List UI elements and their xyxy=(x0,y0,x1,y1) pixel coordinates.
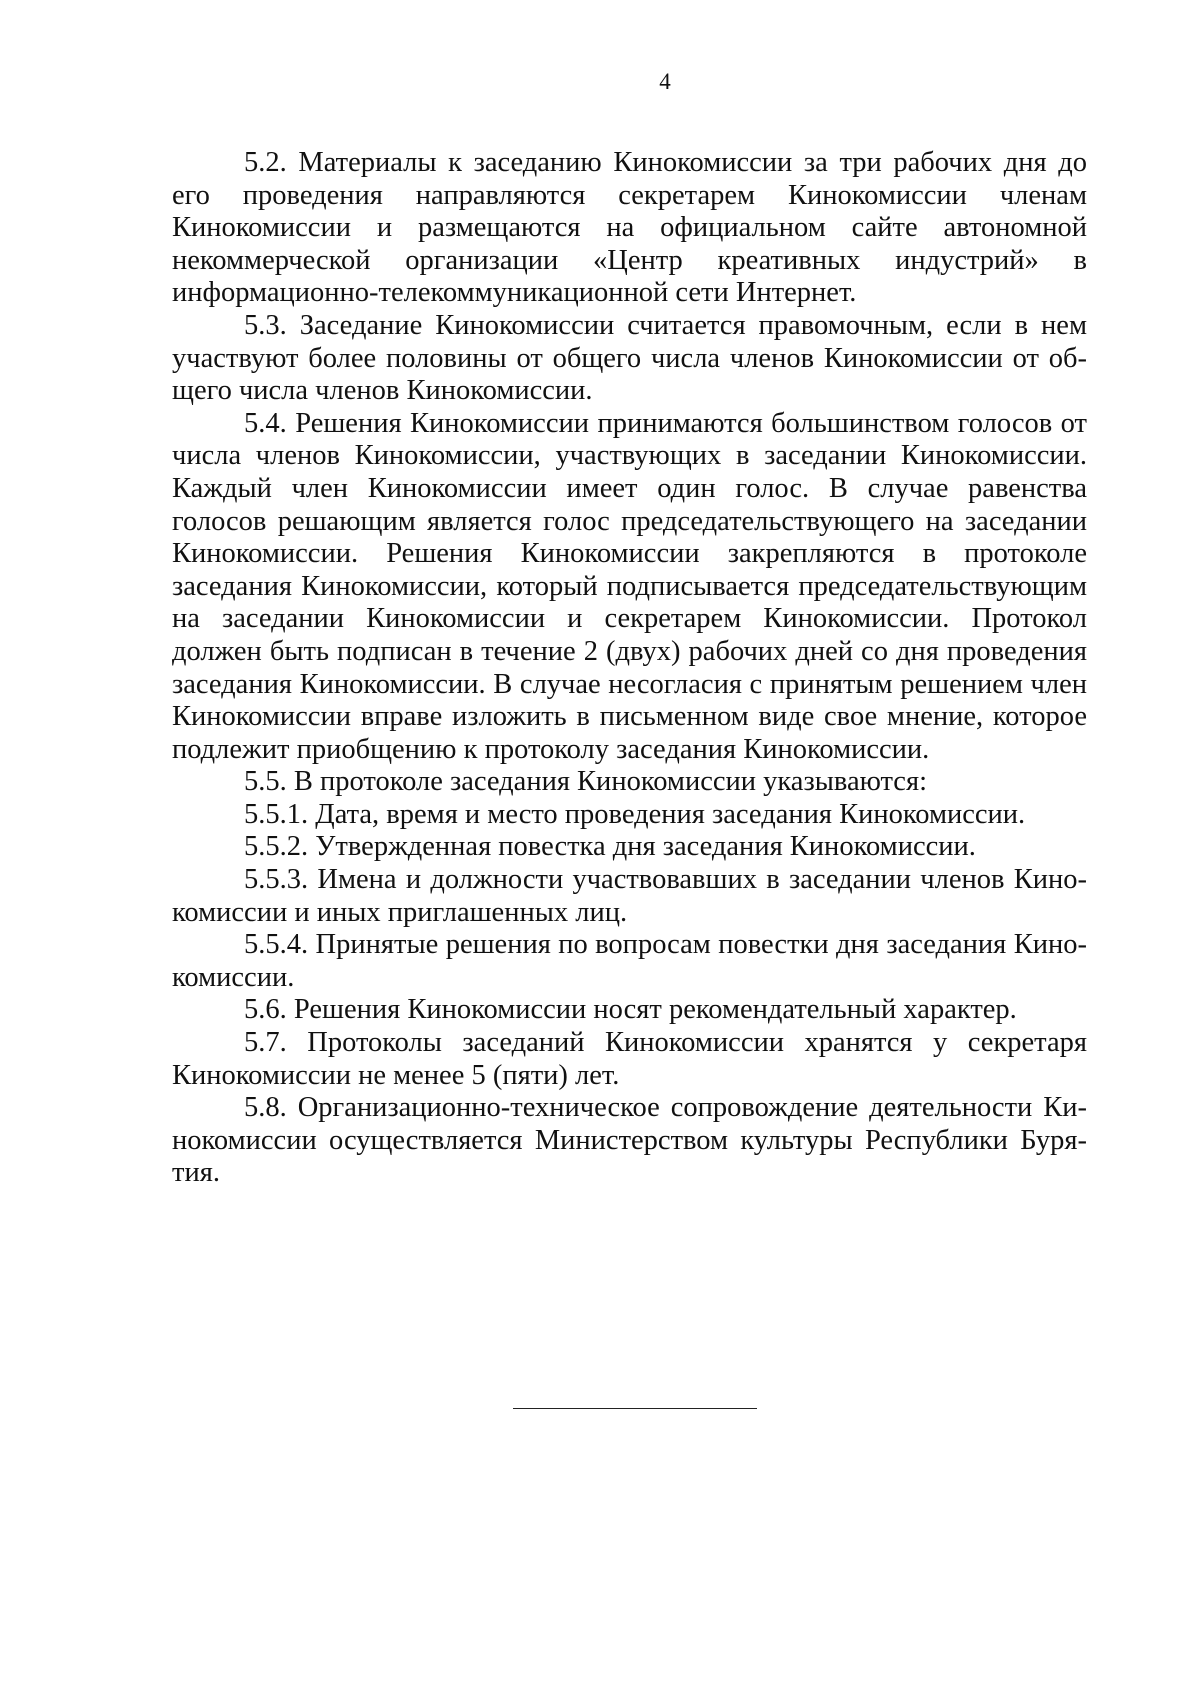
paragraph-5-5: 5.5. В протоколе заседания Кинокомиссии указываются: xyxy=(244,766,927,798)
page-number: 4 xyxy=(659,69,671,94)
paragraph-5-3: 5.3. Заседание Кинокомиссии считается правомочным, если в нем участвуют более половины от общего числа членов Кинокомиссии от общего числа членов Кинокомиссии. xyxy=(172,309,1087,407)
paragraph-5-2: 5.2. Материалы к заседанию Кинокомиссии за три рабочих дня до его проведения направляются секретарем Кинокомиссии членам Кинокомиссии и размещаются на официальном сайте автономной некоммерческой организации «Центр креативных индустрий» в информационно-телекоммуникационной сети Интернет. xyxy=(172,147,1087,309)
document-body xyxy=(172,147,1087,1190)
end-of-document-rule xyxy=(513,1408,757,1409)
paragraph-5-5-1: 5.5.1. Дата, время и место проведения заседания Кинокомиссии. xyxy=(244,798,1026,830)
paragraph-5-7: 5.7. Протоколы заседаний Кинокомиссии хранятся у секретаря Кинокомиссии не менее 5 (пяти) лет. xyxy=(172,1027,1087,1091)
paragraph-5-5-2: 5.5.2. Утвержденная повестка дня заседания Кинокомиссии. xyxy=(244,831,976,863)
paragraph-5-4: 5.4. Решения Кинокомиссии принимаются большинством голосов от числа членов Кинокомиссии, участвующих в заседании Кинокомиссии. Каждый член Кинокомиссии имеет один голос. В случае равенства голосов решающим является голос председательствующего на заседании Кинокомиссии. Решения Кинокомиссии закрепляются в протоколе заседания Кинокомиссии, который подписывается председательствующим на заседании Кинокомиссии и секретарем Кинокомиссии. Протокол должен быть подписан в течение 2 (двух) рабочих дней со дня проведения заседания Кинокомиссии. В случае несогласия с принятым решением член Кинокомиссии вправе изложить в письменном виде свое мнение, которое подлежит приобщению к протоколу заседания Кинокомиссии. xyxy=(172,407,1087,765)
paragraph-5-8: 5.8. Организационно-техническое сопровождение деятельности Кинокомиссии осуществляется Министерством культуры Республики Бурятия. xyxy=(172,1092,1087,1189)
paragraph-5-5-3: 5.5.3. Имена и должности участвовавших в заседании членов Кинокомиссии и иных приглашенных лиц. xyxy=(172,864,1087,928)
paragraph-5-6: 5.6. Решения Кинокомиссии носят рекомендательный характер. xyxy=(244,994,1017,1026)
paragraph-5-5-4: 5.5.4. Принятые решения по вопросам повестки дня заседания Кинокомиссии. xyxy=(172,929,1087,993)
